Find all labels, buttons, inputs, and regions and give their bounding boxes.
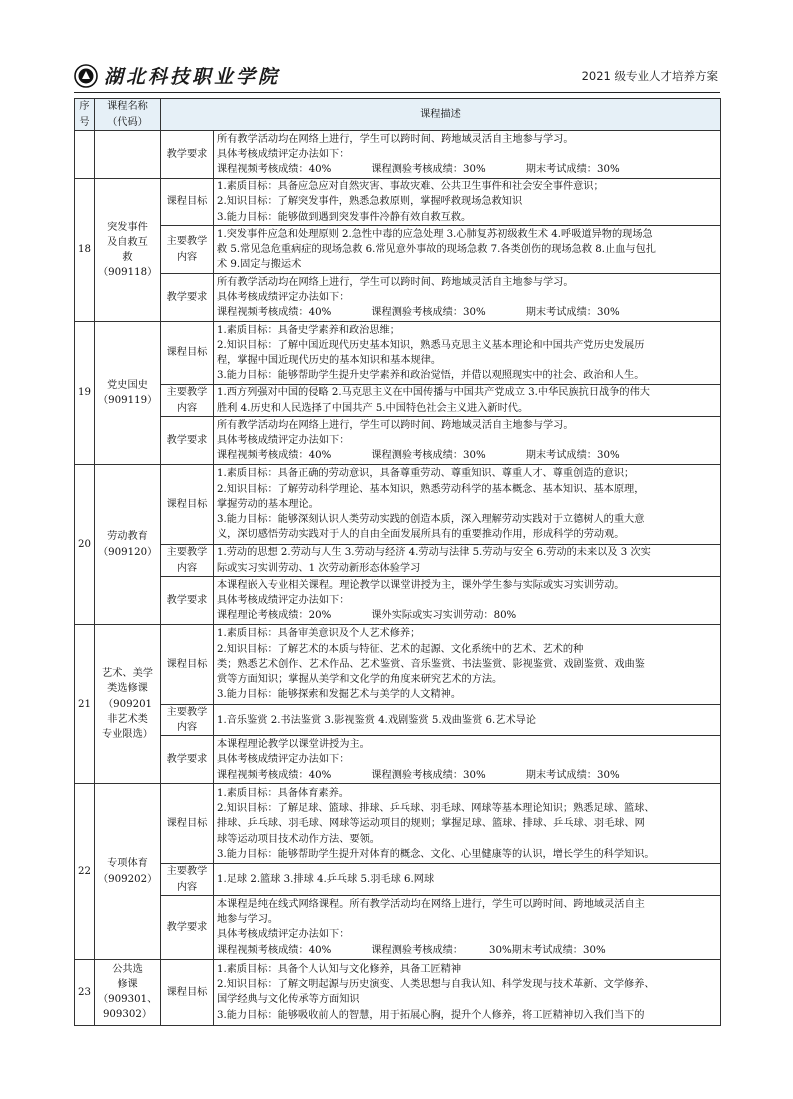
content-desc: 1.突发事件应急和处理原则 2.急性中毒的应急处理 3.心肺复苏初级救生术 4.呼吸道异物的现场急 救 5.常见急危重病症的现场急救 6.常见意外事故的现场急救 7.各类创伤的现场急救 8.止血与包扎 术 9.固定与搬运术 xyxy=(214,226,721,274)
goals-desc: 1.素质目标：具备审美意识及个人艺术修养； 2.知识目标：了解艺术的本质与特征、艺术的起源、文化系统中的艺术、艺术的种 类；熟悉艺术创作、艺术作品、艺术鉴赏、音乐鉴赏、书法鉴赏、影视鉴赏、戏剧鉴赏、戏曲鉴 赏等方面知识；掌握从美学和文化学的角度来研究艺术的方法。 3.能力目标：能够探索和发掘艺术与美学的人文精神。 xyxy=(214,625,721,705)
req-label: 教学要求 xyxy=(161,895,214,959)
content-desc: 1.西方列强对中国的侵略 2.马克思主义在中国传播与中国共产党成立 3.中华民族抗日战争的伟大 胜利 4.历史和人民选择了中国共产 5.中国特色社会主义进入新时代。 xyxy=(214,385,721,417)
page-header xyxy=(74,62,720,92)
course-no: 21 xyxy=(75,625,95,784)
table-row xyxy=(75,131,721,179)
table-row xyxy=(75,179,721,226)
table-header-row xyxy=(75,99,721,131)
school-name: 湖北科技职业学院 xyxy=(104,66,281,88)
table-row xyxy=(75,864,721,895)
req-desc: 本课程嵌入专业相关课程。理论教学以课堂讲授为主，课外学生参与实际或实习实训劳动。 具体考核成绩评定办法如下： 课程理论考核成绩：20% 课外实际或实习实训劳动：80% xyxy=(214,577,721,625)
course-no: 18 xyxy=(75,179,95,322)
content-label: 主要教学 内容 xyxy=(161,385,214,417)
content-label: 主要教学 内容 xyxy=(161,226,214,274)
table-row xyxy=(75,705,721,736)
table-row xyxy=(75,959,721,1025)
header-course-name: 课程名称 （代码） xyxy=(95,99,161,131)
req-desc: 本课程理论教学以课堂讲授为主。 具体考核成绩评定办法如下： 课程视频考核成绩：40% 课程测验考核成绩：30% 期末考试成绩：30% xyxy=(214,736,721,784)
course-no: 20 xyxy=(75,465,95,625)
table-row xyxy=(75,322,721,385)
course-name: 专项体育 （909202） xyxy=(95,784,161,959)
req-label: 教学要求 xyxy=(161,131,214,179)
course-name: 党史国史 （909119） xyxy=(95,322,161,465)
goals-label: 课程目标 xyxy=(161,465,214,545)
table-row xyxy=(75,226,721,274)
goals-label: 课程目标 xyxy=(161,322,214,385)
table-row xyxy=(75,736,721,784)
content-desc: 1.足球 2.篮球 3.排球 4.乒乓球 5.羽毛球 6.网球 xyxy=(214,864,721,895)
req-desc: 所有教学活动均在网络上进行，学生可以跨时间、跨地域灵活自主地参与学习。 具体考核成绩评定办法如下： 课程视频考核成绩：40% 课程测验考核成绩：30% 期末考试成绩：30% xyxy=(214,417,721,465)
req-label: 教学要求 xyxy=(161,736,214,784)
goals-desc: 1.素质目标：具备史学素养和政治思维； 2.知识目标：了解中国近现代历史基本知识，熟悉马克思主义基本理论和中国共产党历史发展历 程，掌握中国近现代历史的基本知识和基本规律。 3.能力目标：能够帮助学生提升史学素养和政治觉悟，并借以观照现实中的社会、政治和人生。 xyxy=(214,322,721,385)
content-label: 主要教学 内容 xyxy=(161,705,214,736)
course-name: 劳动教育 （909120） xyxy=(95,465,161,625)
header-course-desc: 课程描述 xyxy=(161,99,721,131)
goals-label: 课程目标 xyxy=(161,959,214,1025)
course-name: 突发事件 及自救互 救 （909118） xyxy=(95,179,161,322)
document-title: 2021 级专业人才培养方案 xyxy=(581,69,718,83)
req-label: 教学要求 xyxy=(161,417,214,465)
table-row xyxy=(75,417,721,465)
content-desc: 1.劳动的思想 2.劳动与人生 3.劳动与经济 4.劳动与法律 5.劳动与安全 6.劳动的未来以及 3 次实 际或实习实训劳动、1 次劳动新形态体验学习 xyxy=(214,545,721,577)
req-desc: 所有教学活动均在网络上进行，学生可以跨时间、跨地域灵活自主地参与学习。 具体考核成绩评定办法如下： 课程视频考核成绩：40% 课程测验考核成绩：30% 期末考试成绩：30% xyxy=(214,131,721,179)
header-divider xyxy=(74,92,720,93)
table-row xyxy=(75,577,721,625)
school-emblem-icon xyxy=(74,64,98,88)
req-desc: 本课程是纯在线式网络课程。所有教学活动均在网络上进行，学生可以跨时间、跨地域灵活自主 地参与学习。 具体考核成绩评定办法如下： 课程视频考核成绩：40% 课程测验考核成绩： 30%期末考试成绩：30% xyxy=(214,895,721,959)
req-label: 教学要求 xyxy=(161,274,214,322)
req-label: 教学要求 xyxy=(161,577,214,625)
header-seq: 序 号 xyxy=(75,99,95,131)
course-no: 23 xyxy=(75,959,95,1025)
table-row xyxy=(75,895,721,959)
goals-desc: 1.素质目标：具备应急应对自然灾害、事故灾难、公共卫生事件和社会安全事件意识； 2.知识目标：了解突发事件，熟悉急救原则，掌握呼救现场急救知识 3.能力目标：能够做到遇到突发事件冷静有效自救互救。 xyxy=(214,179,721,226)
req-desc: 所有教学活动均在网络上进行，学生可以跨时间、跨地域灵活自主地参与学习。 具体考核成绩评定办法如下： 课程视频考核成绩：40% 课程测验考核成绩：30% 期末考试成绩：30% xyxy=(214,274,721,322)
table-row xyxy=(75,274,721,322)
content-desc: 1.音乐鉴赏 2.书法鉴赏 3.影视鉴赏 4.戏剧鉴赏 5.戏曲鉴赏 6.艺术导论 xyxy=(214,705,721,736)
course-no: 19 xyxy=(75,322,95,465)
goals-desc: 1.素质目标：具备正确的劳动意识，具备尊重劳动、尊重知识、尊重人才、尊重创造的意识； 2.知识目标：了解劳动科学理论、基本知识，熟悉劳动科学的基本概念、基本知识、基本原理， 掌握劳动的基本理论。 3.能力目标：能够深刻认识人类劳动实践的创造本质，深入理解劳动实践对于立德树人的重大意 义，深切感悟劳动实践对于人的自由全面发展所具有的重要推动作用，形成科学的劳动观。 xyxy=(214,465,721,545)
goals-label: 课程目标 xyxy=(161,179,214,226)
goals-desc: 1.素质目标：具备个人认知与文化修养，具备工匠精神 2.知识目标：了解文明起源与历史演变、人类思想与自我认知、科学发现与技术革新、文学修养、 国学经典与文化传承等方面知识 3.能力目标：能够吸收前人的智慧，用于拓展心胸，提升个人修养，将工匠精神切入我们当下的 xyxy=(214,959,721,1025)
content-label: 主要教学 内容 xyxy=(161,545,214,577)
course-no: 22 xyxy=(75,784,95,959)
table-row xyxy=(75,625,721,705)
table-row xyxy=(75,465,721,545)
table-row xyxy=(75,545,721,577)
goals-desc: 1.素质目标：具备体育素养。 2.知识目标：了解足球、篮球、排球、乒乓球、羽毛球、网球等基本理论知识；熟悉足球、篮球、 排球、乒乓球、羽毛球、网球等运动项目的规则；掌握足球、篮球、排球、乒乓球、羽毛球、网 球等运动项目技术动作方法、要领。 3.能力目标：能够帮助学生提升对体育的概念、文化、心里健康等的认识，增长学生的科学知识。 xyxy=(214,784,721,864)
goals-label: 课程目标 xyxy=(161,625,214,705)
goals-label: 课程目标 xyxy=(161,784,214,864)
course-name: 艺术、美学 类选修课 （909201 非艺术类 专业限选） xyxy=(95,625,161,784)
content-label: 主要教学 内容 xyxy=(161,864,214,895)
course-name: 公共选 修课 （909301、 909302） xyxy=(95,959,161,1025)
school-logo xyxy=(74,62,280,89)
table-row xyxy=(75,385,721,417)
table-row xyxy=(75,784,721,864)
course-table xyxy=(74,98,721,1026)
